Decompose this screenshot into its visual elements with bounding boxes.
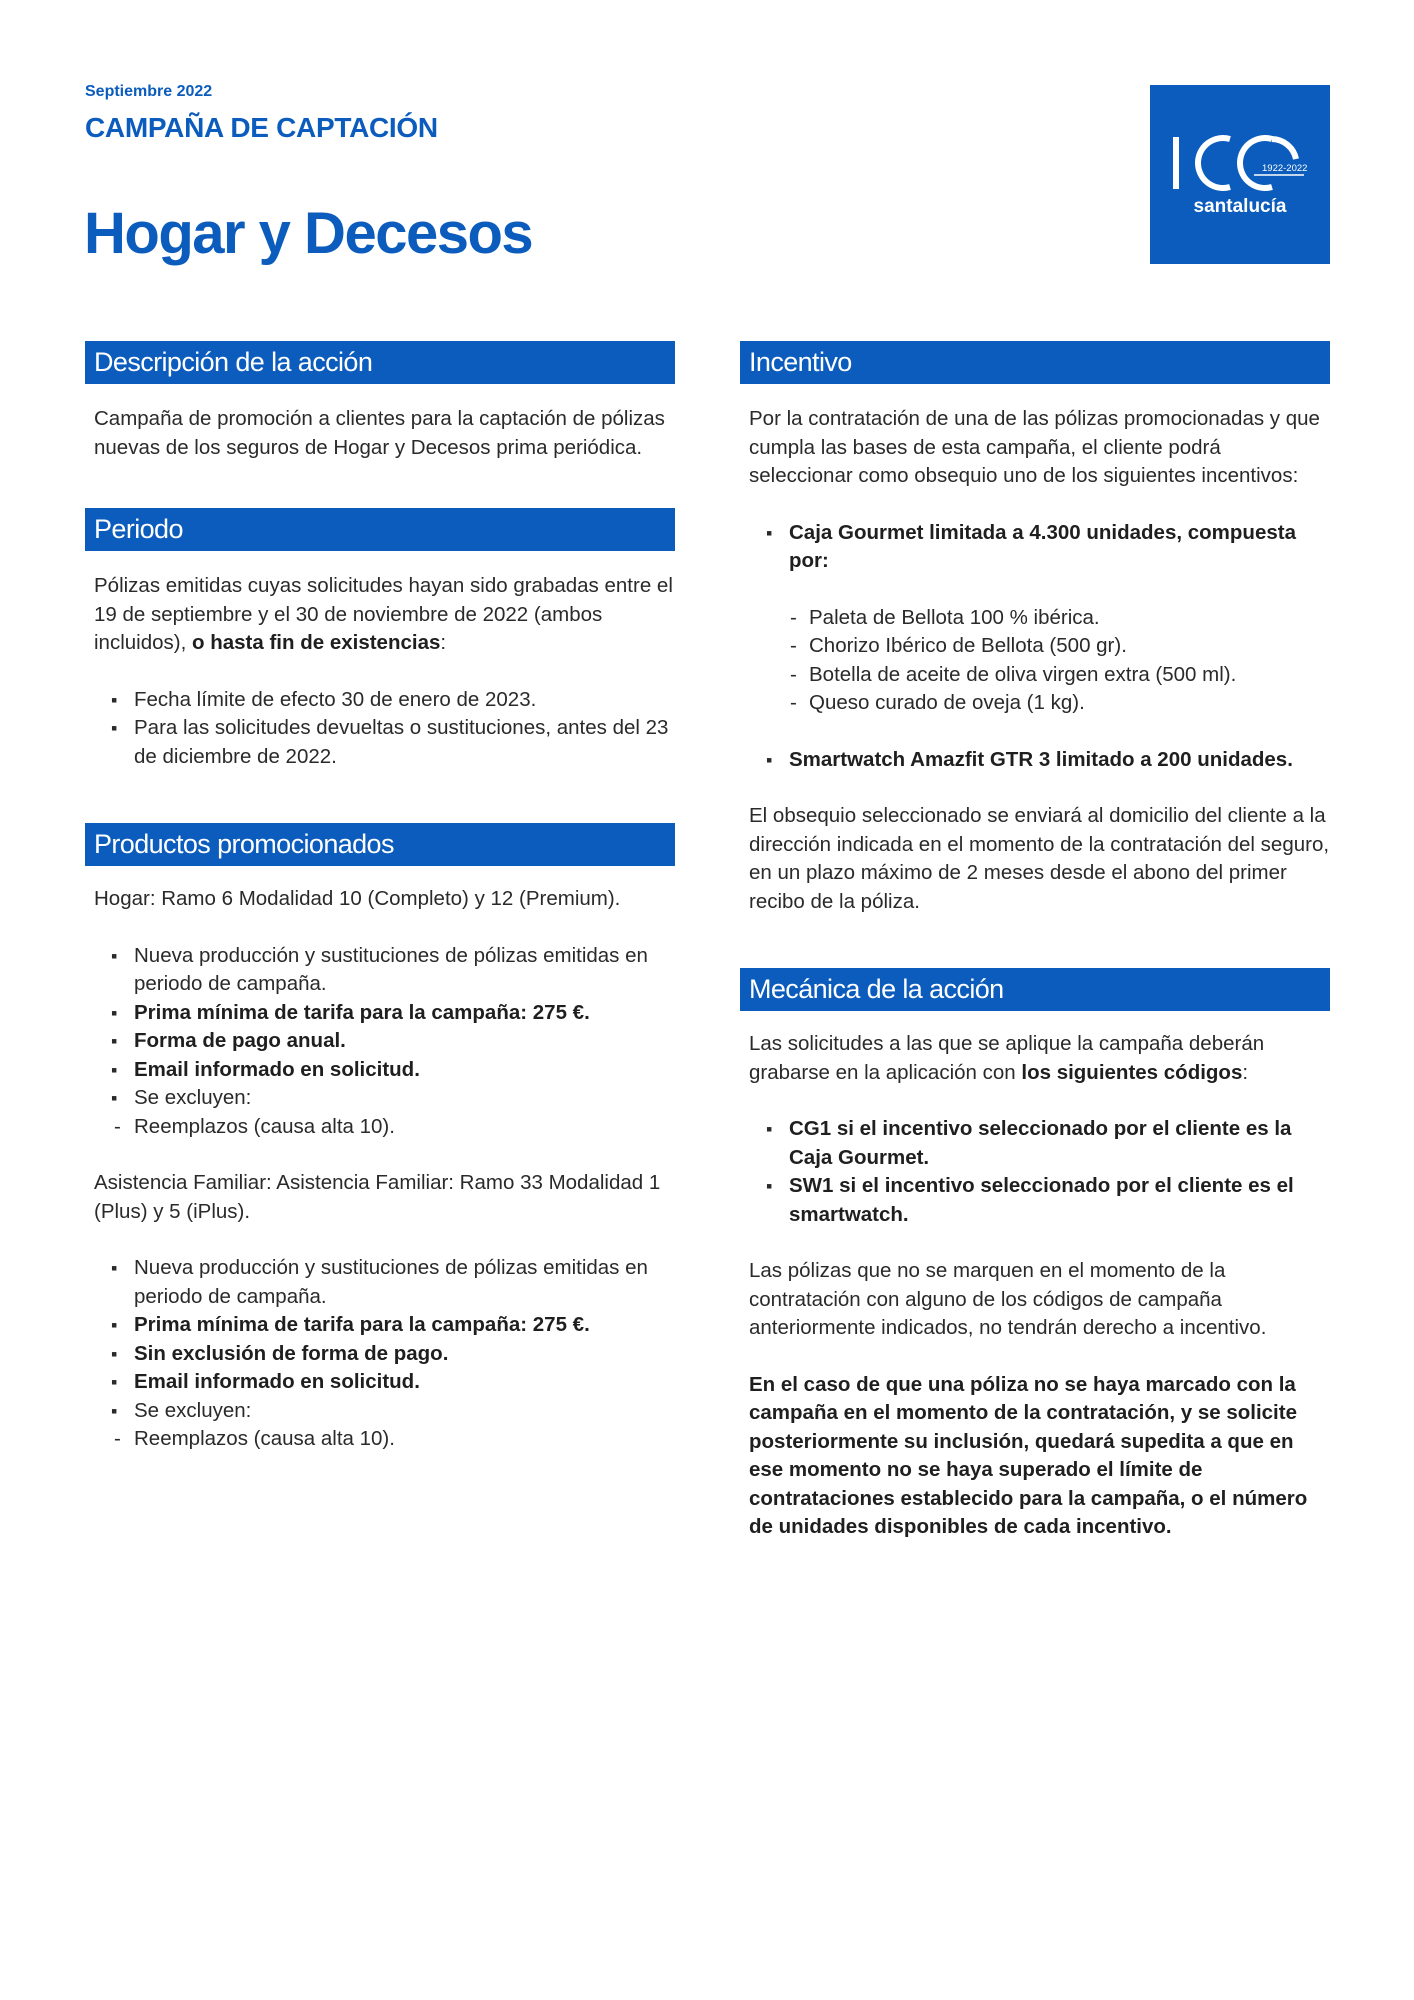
periodo-body	[85, 572, 675, 771]
list-item: - Paleta de Bellota 100 % ibérica.	[749, 604, 1330, 633]
left-column	[85, 341, 675, 1454]
periodo-text	[94, 572, 675, 658]
list-item-text: Email informado en solicitud.	[134, 1057, 420, 1081]
document-date: Septiembre 2022	[85, 83, 213, 100]
list-item	[749, 746, 1330, 775]
hogar-exclusions	[94, 1113, 675, 1142]
caso-text-bold: En el caso de que una póliza no se haya marcado con la campaña en el momento de la contratación, y se solicite posteriormente su inclusión, quedará supedita a que en ese momento no se haya superado el límite de contrataciones establecido para la campaña, o el número de unidades disponibles de cada incentivo.	[749, 1372, 1308, 1538]
asistencia-intro: Asistencia Familiar: Asistencia Familiar: Ramo 33 Modalidad 1 (Plus) y 5 (iPlus).	[94, 1171, 661, 1223]
section-heading-incentivo: Incentivo	[740, 341, 1330, 384]
section-heading-mecanica: Mecánica de la acción	[740, 968, 1330, 1011]
descripcion-text: Campaña de promoción a clientes para la captación de pólizas nuevas de los seguros de Hogar y Decesos prima periódica.	[94, 407, 665, 459]
mecanica-text-a: Las solicitudes a las que se aplique la campaña deberán grabarse en la aplicación con	[749, 1032, 1265, 1084]
list-item	[94, 1027, 675, 1056]
list-item: ▪ Para las solicitudes devueltas o sustituciones, antes del 23 de diciembre de 2022.	[94, 714, 675, 771]
list-item: ▪ Se excluyen:	[94, 1084, 675, 1113]
section-heading-descripcion: Descripción de la acción	[85, 341, 675, 384]
codes-list	[749, 1115, 1330, 1229]
periodo-text-a: Pólizas emitidas cuyas solicitudes hayan sido grabadas entre el 19 de septiembre y el 30 de noviembre de 2022 (ambos incluidos),	[94, 574, 673, 654]
list-item-text: Smartwatch Amazfit GTR 3 limitado a 200 unidades.	[789, 747, 1293, 771]
list-item	[749, 1115, 1330, 1172]
list-item: ▪ Fecha límite de efecto 30 de enero de 2023.	[94, 686, 675, 715]
list-item	[749, 519, 1330, 576]
list-item	[94, 1311, 675, 1340]
section-heading-productos: Productos promocionados	[85, 823, 675, 866]
list-item: ▪ Se excluyen:	[94, 1397, 675, 1426]
list-item: - Reemplazos (causa alta 10).	[94, 1113, 675, 1142]
incentivo-body	[740, 405, 1330, 916]
logo-years: 1922-2022	[1262, 163, 1308, 174]
list-item-text: Prima mínima de tarifa para la campaña: 275 €.	[134, 1000, 590, 1024]
campaign-label: CAMPAÑA DE CAPTACIÓN	[85, 112, 438, 143]
mecanica-text	[749, 1030, 1330, 1087]
productos-body	[85, 885, 675, 1454]
list-item	[94, 1056, 675, 1085]
mecanica-text-bold: los siguientes códigos	[1021, 1060, 1243, 1084]
list-item-text: SW1 si el incentivo seleccionado por el cliente es el smartwatch.	[789, 1174, 1294, 1226]
envio-text: El obsequio seleccionado se enviará al domicilio del cliente a la dirección indicada en el momento de la contratación del seguro, en un plazo máximo de 2 meses desde el abono del primer recibo de la póliza.	[749, 804, 1330, 913]
periodo-text-bold: o hasta fin de existencias	[192, 631, 441, 654]
asistencia-exclusions	[94, 1425, 675, 1454]
list-item	[94, 1340, 675, 1369]
list-item	[94, 999, 675, 1028]
smartwatch-list	[749, 746, 1330, 775]
section-heading-periodo: Periodo	[85, 508, 675, 551]
centenary-100-icon	[1168, 127, 1308, 197]
right-column	[740, 341, 1330, 1542]
caja-contents	[749, 604, 1330, 718]
hogar-intro: Hogar: Ramo 6 Modalidad 10 (Completo) y 12 (Premium).	[94, 887, 621, 910]
list-item: ▪ Nueva producción y sustituciones de pólizas emitidas en periodo de campaña.	[94, 942, 675, 999]
list-item-text: CG1 si el incentivo seleccionado por el cliente es la Caja Gourmet.	[789, 1117, 1292, 1169]
mecanica-body	[740, 1030, 1330, 1542]
caja-list	[749, 519, 1330, 576]
incentivo-text: Por la contratación de una de las pólizas promocionadas y que cumpla las bases de esta campaña, el cliente podrá seleccionar como obsequio uno de los siguientes incentivos:	[749, 407, 1320, 487]
list-item: - Botella de aceite de oliva virgen extra (500 ml).	[749, 661, 1330, 690]
periodo-list	[94, 686, 675, 772]
list-item-text: Prima mínima de tarifa para la campaña: 275 €.	[134, 1313, 590, 1336]
list-item: ▪ Nueva producción y sustituciones de pólizas emitidas en periodo de campaña.	[94, 1254, 675, 1311]
list-item	[749, 1172, 1330, 1229]
page-title: Hogar y Decesos	[84, 201, 533, 266]
mecanica-text-c: :	[1242, 1060, 1249, 1084]
list-item: - Reemplazos (causa alta 10).	[94, 1425, 675, 1454]
no-marcadas-text: Las pólizas que no se marquen en el momento de la contratación con alguno de los códigos de campaña anteriormente indicados, no tendrán derecho a incentivo.	[749, 1259, 1267, 1339]
list-item-text: Caja Gourmet limitada a 4.300 unidades, compuesta por:	[789, 520, 1296, 572]
list-item-text: Email informado en solicitud.	[134, 1370, 420, 1393]
logo-brand: santalucía	[1193, 196, 1287, 217]
list-item	[94, 1368, 675, 1397]
santalucia-logo	[1150, 85, 1330, 264]
caso-text	[749, 1371, 1330, 1542]
hogar-list	[94, 942, 675, 1113]
descripcion-body	[85, 405, 675, 462]
list-item-text: Sin exclusión de forma de pago.	[134, 1341, 449, 1365]
periodo-text-c: :	[440, 631, 447, 654]
asistencia-list	[94, 1254, 675, 1425]
list-item: - Chorizo Ibérico de Bellota (500 gr).	[749, 632, 1330, 661]
list-item: - Queso curado de oveja (1 kg).	[749, 689, 1330, 718]
list-item-text: Forma de pago anual.	[134, 1029, 346, 1052]
